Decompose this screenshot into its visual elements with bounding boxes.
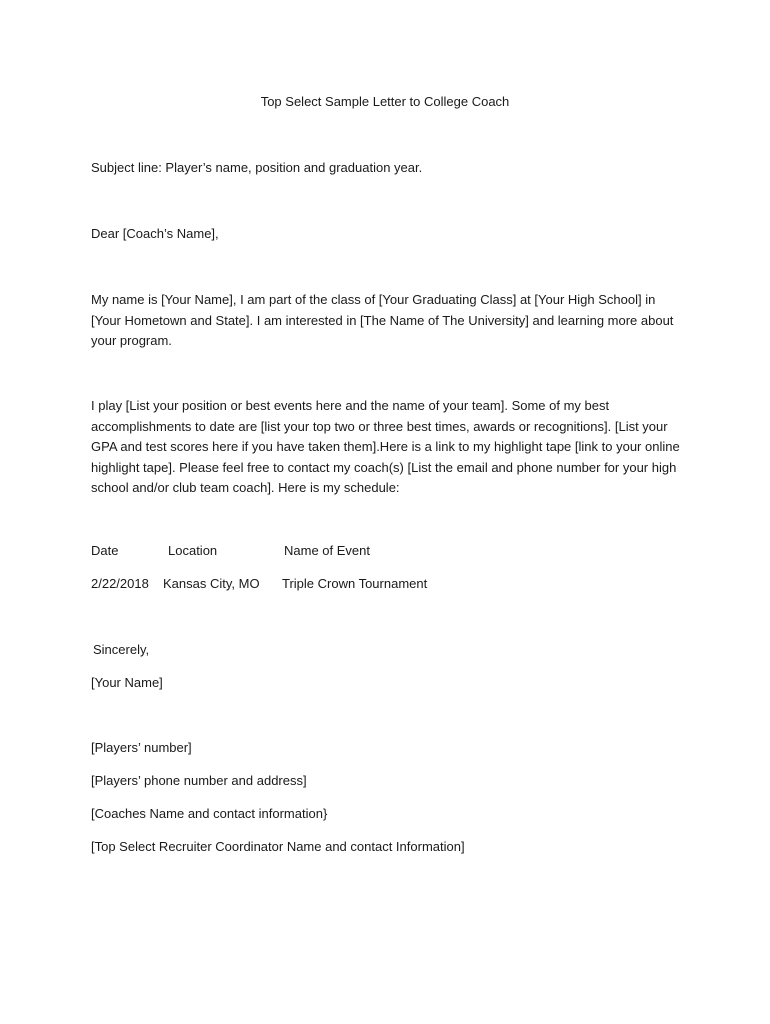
schedule-cell-event: Triple Crown Tournament (282, 576, 428, 591)
signature: [Your Name] (91, 675, 163, 690)
document-title: Top Select Sample Letter to College Coach (260, 94, 510, 109)
salutation: Dear [Coach’s Name], (91, 226, 219, 241)
schedule-header-date: Date (91, 543, 119, 558)
schedule-header-event: Name of Event (284, 543, 370, 558)
intro-paragraph: My name is [Your Name], I am part of the class of [Your Graduating Class] at [Your High School] in [Your Hometown and State]. I am interested in [The Name of The University] and learning more about your program. (91, 292, 674, 348)
subject-line: Subject line: Player’s name, position and graduation year. (91, 160, 423, 175)
footer-line-recruiter-contact: [Top Select Recruiter Coordinator Name and contact Information] (91, 839, 465, 854)
footer-line-phone-address: [Players’ phone number and address] (91, 773, 307, 788)
footer-line-coach-contact: [Coaches Name and contact information} (91, 806, 328, 821)
schedule-cell-date: 2/22/2018 (91, 576, 149, 591)
schedule-cell-location: Kansas City, MO (163, 576, 260, 591)
footer-line-players-number: [Players’ number] (91, 740, 192, 755)
accomplishments-paragraph: I play [List your position or best events here and the name of your team]. Some of my best accomplishments to date are [list your top two or three best times, awards or recognitions]. [List your GPA and test scores here if you have taken them].Here is a link to my highlight tape [link to your online highlight tape]. Please feel free to contact my coach(s) [List the email and phone number for your high school and/or club team coach]. Here is my schedule: (91, 398, 680, 495)
closing: Sincerely, (93, 642, 150, 657)
schedule-header-location: Location (168, 543, 218, 558)
